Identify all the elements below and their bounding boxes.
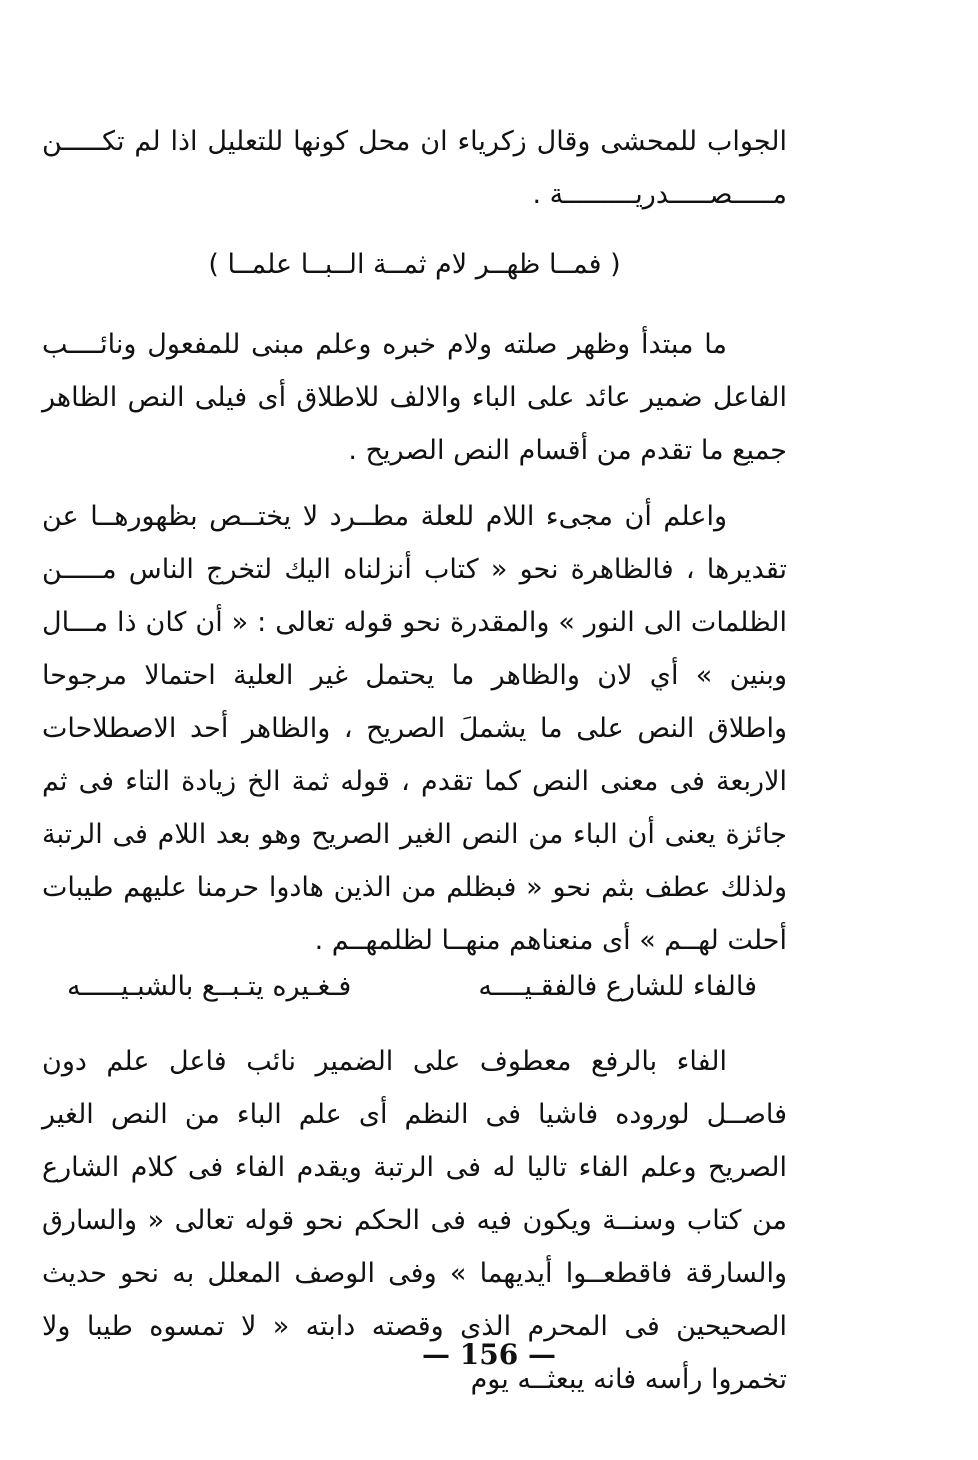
verse-2-first-hemistich: فالفاء للشارع فالفقـيــــه (478, 971, 757, 1002)
commentary-2 (42, 490, 787, 967)
commentary-1 (42, 318, 787, 477)
verse-1-block (42, 238, 787, 291)
paragraph-3: واعلم أن مجىء اللام للعلة مطــرد لا يختــص بظهورهــا عن تقديرها ، فالظاهرة نحو « كتاب أنزلناه اليك لتخرج الناس مـــــن الظلمات الى النور » والمقدرة نحو قوله تعالى : « أن كان ذا مـــال وبنين » أي لان والظاهر ما يحتمل غير العلية احتمالا مرجوحا واطلاق النص على ما يشملَ الصريح ، والظاهر أحد الاصطلاحات الاربعة فى معنى النص كما تقدم ، قوله ثمة الخ زيادة التاء فى ثم جائزة يعنى أن الباء من النص الغير الصريح وهو بعد اللام فى الرتبة ولذلك عطف بثم نحو « فبظلم من الذين هادوا حرمنا عليهم طيبات أحلت لهــم » أى منعناهم منهــا لظلمهــم . (42, 501, 787, 956)
paragraph-4: الفاء بالرفع معطوف على الضمير نائب فاعل علم دون فاصــل لوروده فاشيا فى النظم أى علم الباء من النص الغير الصريح وعلم الفاء تاليا له فى الرتبة ويقدم الفاء فى كلام الشارع من كتاب وسنــة ويكون فيه فى الحكم نحو قوله تعالى « والسارق والسارقة فاقطعــوا أيديهما » وفى الوصف المعلل به نحو حديث الصحيحين فى المحرم الذى وقصته دابته « لا تمسوه طيبا ولا تخمروا رأسه فانه يبعثــه يوم (42, 1046, 787, 1395)
verse-1: ( فمــا ظهــر لام ثمــة الــبــا علمــا ) (208, 249, 621, 280)
page-number: — 156 — (422, 1338, 556, 1371)
paragraph-continuation (42, 115, 787, 221)
verse-2-block (42, 960, 787, 1013)
paragraph-2: ما مبتدأ وظهر صلته ولام خبره وعلم مبنى للمفعول ونائــــب الفاعل ضمير عائد على الباء والالف للاطلاق أى فيلى النص الظاهر جميع ما تقدم من أقسام النص الصريح . (42, 329, 787, 466)
paragraph-1: الجواب للمحشى وقال زكرياء ان محل كونها للتعليل اذا لم تكـــــن مـــــصـــــدريـــــــــة . (42, 126, 787, 210)
verse-2-second-hemistich: فـغـيره يتـبــع بالشبـيـــــه (67, 971, 352, 1002)
